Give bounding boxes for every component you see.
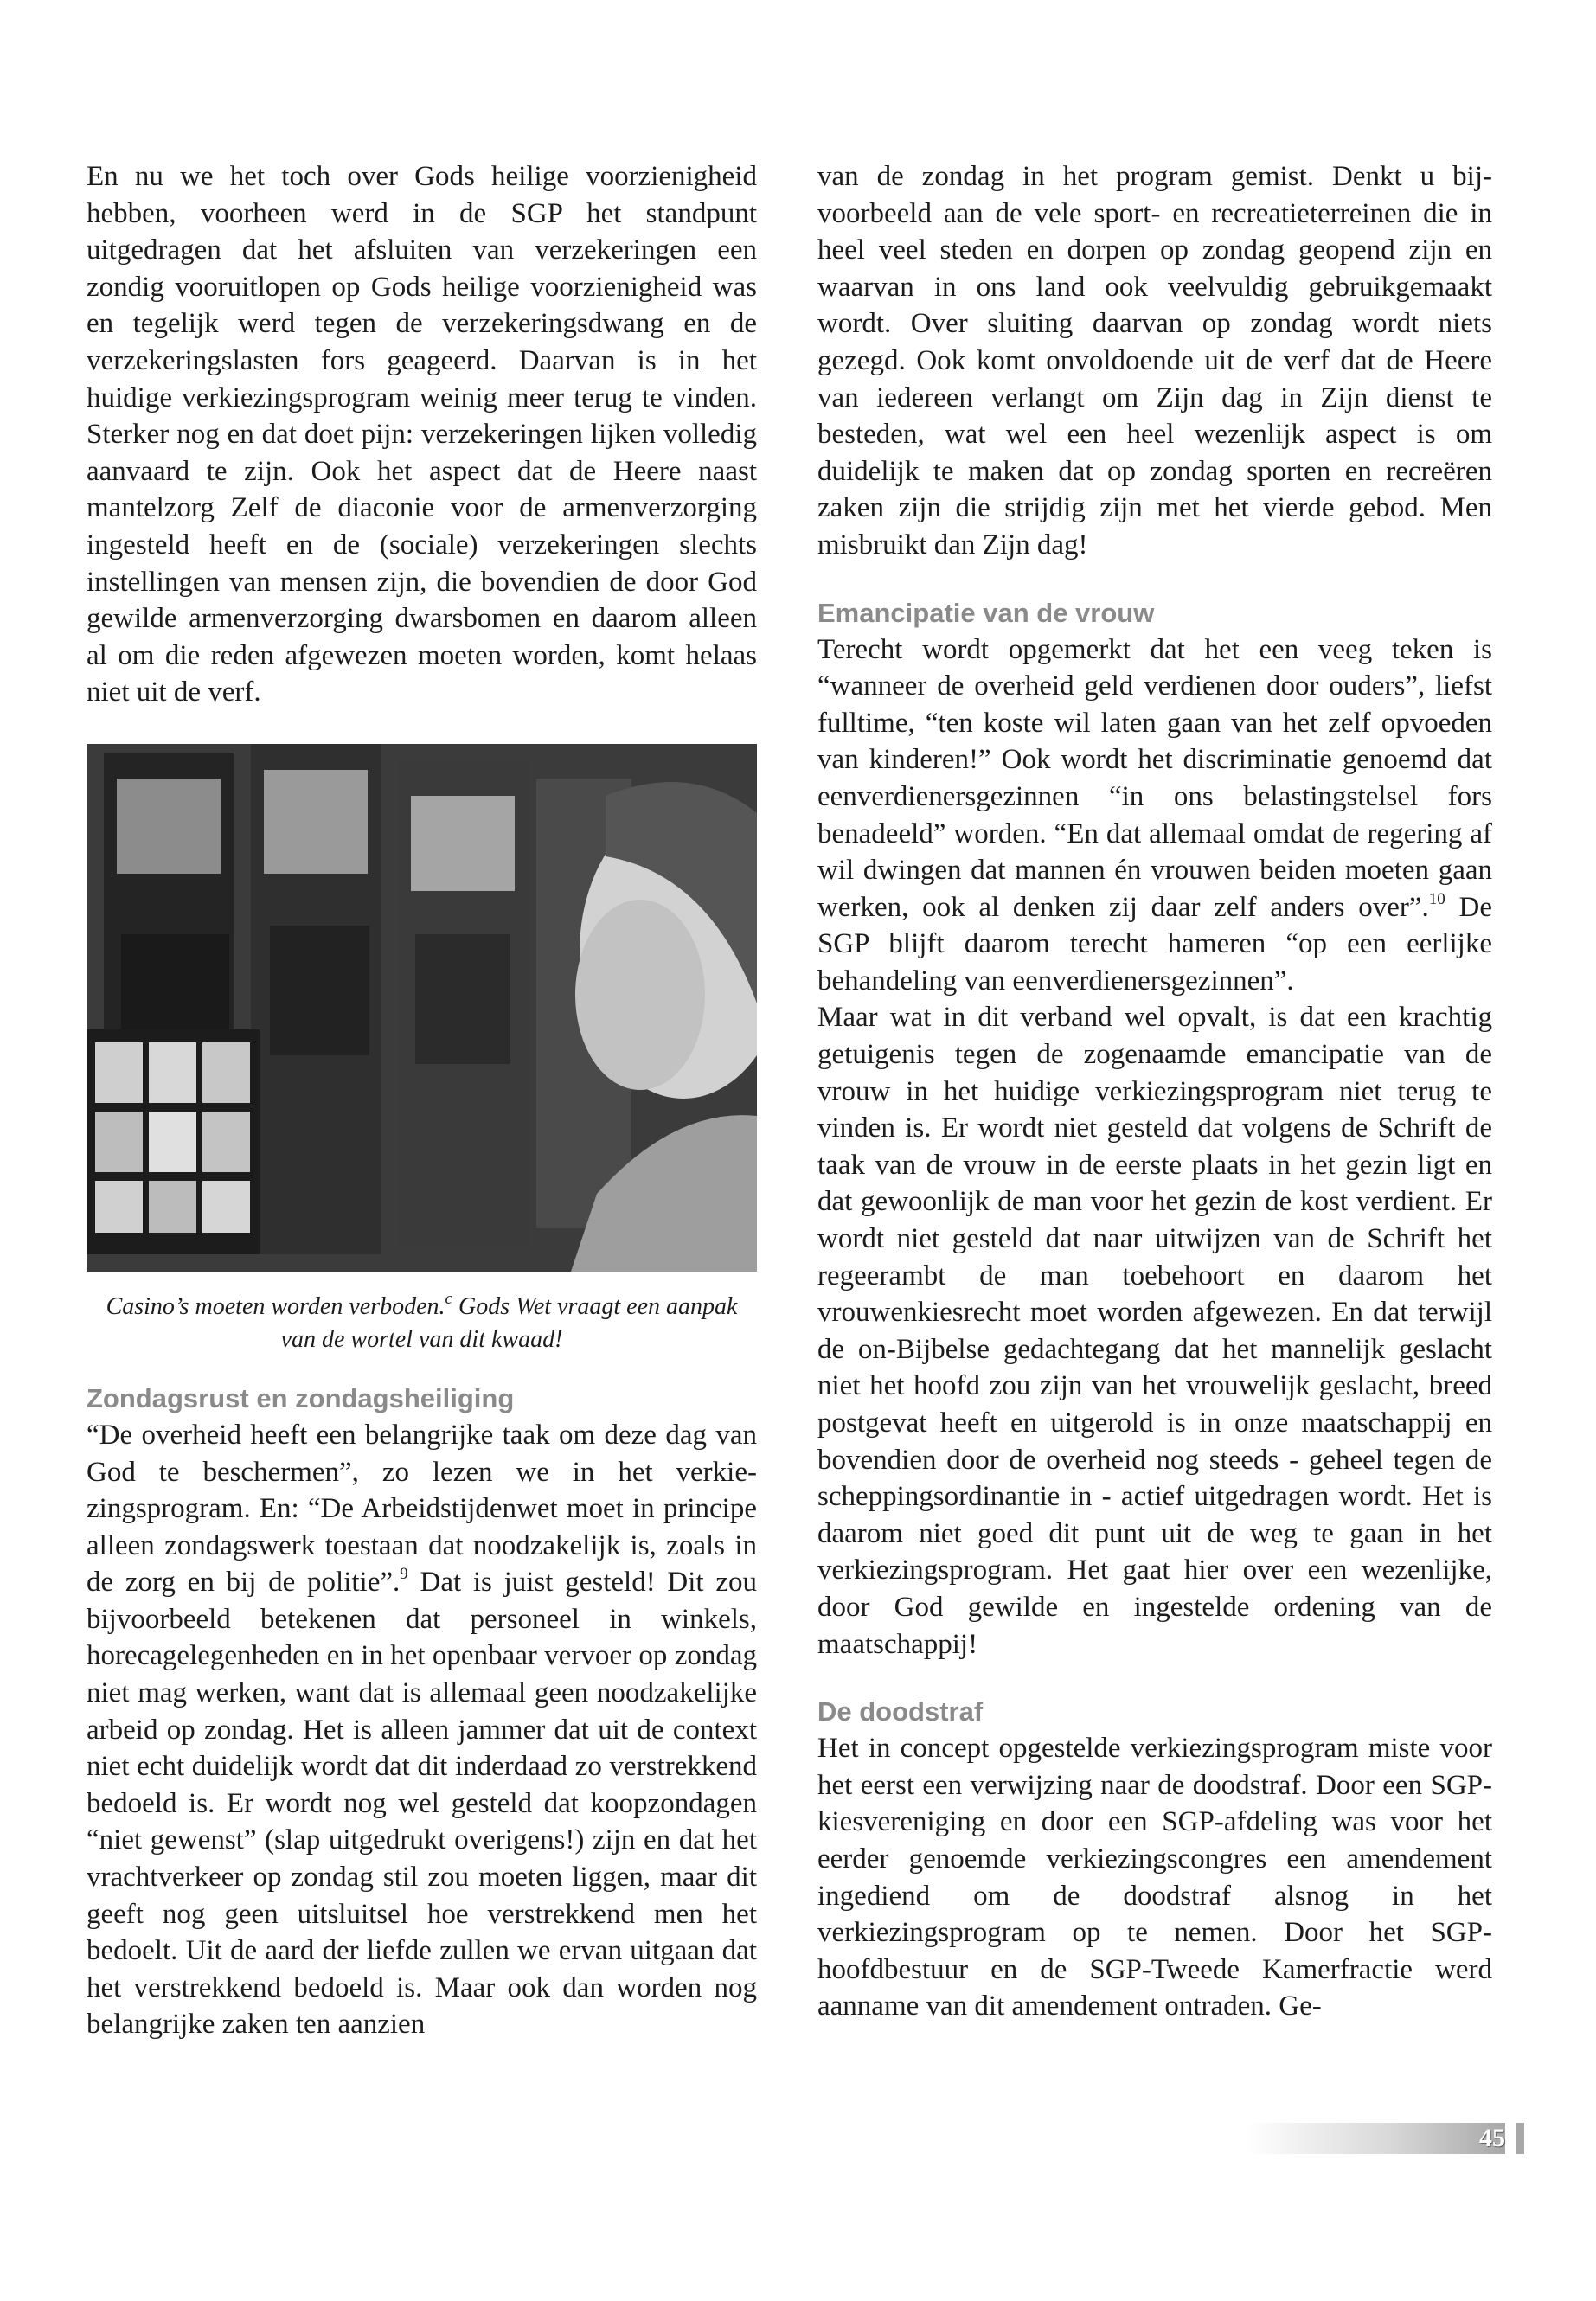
- left-column: [87, 158, 757, 2043]
- continued-paragraph: van de zondag in het program gemist. Denkt u bijvoorbeeld aan de vele sport- en recreatieterreinen die in heel veel steden en dorpen op zondag geopend zijn en waarvan in ons land ook veelvuldig gebruikgemaakt wordt. Over sluiting daarvan op zondag wordt niets gezegd. Ook komt onvoldoende uit de verf dat de Heere van iedereen verlangt om Zijn dag in Zijn dienst te besteden, wat wel een heel wezenlijk aspect is om duidelijk te maken dat op zondag sporten en recreëren zaken zijn die strijdig zijn met het vierde gebod. Men misbruikt dan Zijn dag!: [817, 161, 1492, 561]
- footnote-mark-9: 9: [400, 1565, 408, 1584]
- right-column: [817, 158, 1492, 2025]
- section-heading-zondagsrust: Zondagsrust en zondagsheiliging: [87, 1382, 515, 1413]
- section-heading-doodstraf: De doodstraf: [817, 1696, 984, 1727]
- casino-photo-illustration: [87, 744, 757, 1272]
- intro-paragraph: En nu we het toch over Gods heilige voorzienigheid hebben, voorheen werd in de SGP het standpunt uitgedragen dat het afsluiten van verzekeringen een zondig vooruitlopen op Gods heilige voorzienigheid was en tegelijk werd tegen de verzekeringsdwang en de verzekeringslasten fors geageerd. Daarvan is in het huidige verkiezingsprogram weinig meer terug te vinden. Sterker nog en dat doet pijn: verzekeringen lijken volledig aanvaard te zijn. Ook het aspect dat de Heere naast mantelzorg Zelf de diaconie voor de armenverzorging ingesteld heeft en de (sociale) verzekeringen slechts instellingen van mensen zijn, die bovendien de door God gewilde armenverzorging dwarsbomen en daarom alleen al om die reden afgewezen moeten worden, komt helaas niet uit de verf.: [87, 161, 757, 708]
- zondagsrust-paragraph: “De overheid heeft een belangrijke taak om deze dag van God te beschermen”, zo lezen we in het verkiezingsprogram. En: “De Arbeidstijdenwet moet in principe alleen zondagswerk toestaan dat noodzakelijk is, zoals in de zorg en bij de politie”.$^9$ Dat is juist gesteld! Dit zou bijvoorbeeld betekenen dat personeel in winkels, horecagelegenheden en in het openbaar vervoer op zondag niet mag werken, want dat is allemaal geen noodzakelijke arbeid op zondag. Het is alleen jammer dat uit de context niet echt duidelijk wordt dat dit inderdaad zo verstrekkend bedoeld is. Er wordt nog wel gesteld dat koopzondagen “niet gewenst” (slap uitgedrukt overigens!) zijn en dat het vrachtverkeer op zondag stil zou moeten liggen, maar dit geeft nog geen uitsluitsel hoe verstrekkend men het bedoelt. Uit de aard der liefde zullen we ervan uitgaan dat het verstrekkend bedoeld is. Maar ook dan worden nog belangrijke zaken ten aanzien: [87, 1419, 757, 2041]
- emancipatie-paragraph-1: Terecht wordt opgemerkt dat het een veeg teken is “wanneer de overheid geld verdienen door ouders”, liefst fulltime, “ten koste wil laten gaan van het zelf opvoeden van kinderen!” Ook wordt het discriminatie genoemd dat eenverdienersgezinnen “in ons belastingstelsel fors benadeeld” worden. “En dat allemaal omdat de regering af wil dwingen dat mannen én vrouwen beiden moeten gaan werken, ook al denken zij daar zelf anders over”.$^{10}$ De SGP blijft daarom terecht hameren “op een eerlijke behandeling van eenverdienersgezinnen”.: [817, 633, 1492, 997]
- footnote-mark-10: 10: [1428, 889, 1445, 908]
- casino-photo: [87, 744, 757, 1272]
- page-number: 45: [1479, 2124, 1505, 2152]
- emancipatie-paragraph-2: Maar wat in dit verband wel opvalt, is dat een krachtig getuigenis tegen de zogenaamde emancipatie van de vrouw in het huidige verkiezingsprogram niet terug te vinden is. Er wordt niet gesteld dat volgens de Schrift de taak van de vrouw in de eerste plaats in het gezin ligt en dat gewoonlijk de man voor het gezin de kost verdient. Er wordt niet gesteld dat naar uitwijzen van de Schrift het regeerambt de man toebehoort en daarom het vrouwenkiesrecht moet worden afgewezen. En dat terwijl de on-Bijbelse gedachtegang dat het mannelijk geslacht niet het hoofd zou zijn van het vrouwelijk geslacht, breed postgevat heeft en uitgerold is in onze maatschappij en bovendien door de overheid nog steeds - geheel tegen de scheppingsordinantie in - actief uitgedragen wordt. Het is daarom niet goed dit punt uit de weg te gaan in het verkiezingsprogram. Het gaat hier over een wezenlijke, door God gewilde en ingestelde ordening van de maatschappij!: [817, 1002, 1492, 1660]
- caption-footnote-mark: c: [445, 1289, 452, 1308]
- doodstraf-paragraph: Het in concept opgestelde verkiezingsprogram miste voor het eerst een verwijzing naar de doodstraf. Door een SGP-kiesvereniging en door een SGP-afdeling was voor het eerder genoemde verkiezingscongres een amendement ingediend om de doodstraf alsnog in het verkiezingsprogram op te nemen. Door het SGP-hoofdbestuur en de SGP-Tweede Kamerfractie werd aanname van dit amendement ontraden. Ge-: [817, 1733, 1492, 2022]
- footer-tick: [1516, 2123, 1524, 2154]
- section-heading-emancipatie: Emancipatie van de vrouw: [817, 597, 1155, 628]
- photo-caption: Casino’s moeten worden verboden.$^c$ Gods Wet vraagt een aanpak van de wortel van dit kwaad!: [106, 1289, 738, 1353]
